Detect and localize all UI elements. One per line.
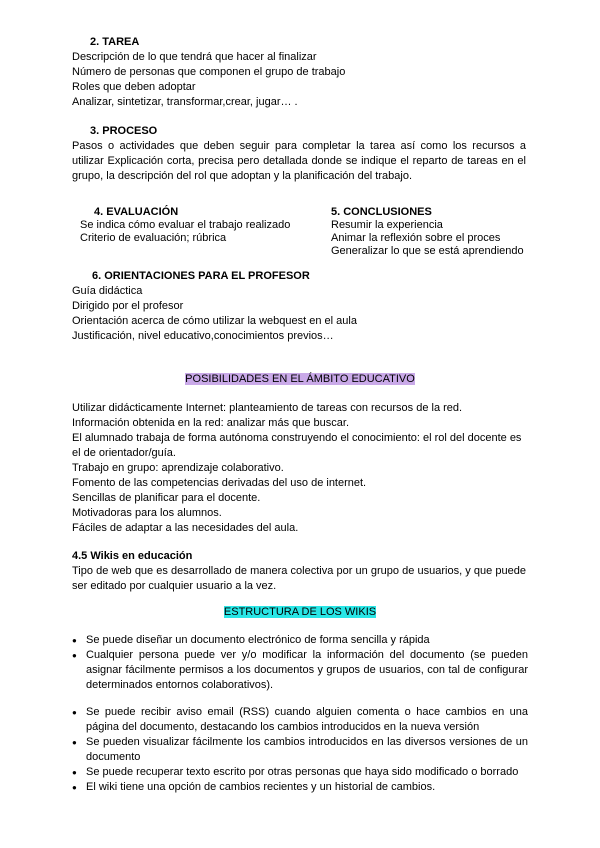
conclusiones-line: Resumir la experiencia — [331, 219, 443, 231]
orientaciones-heading: 6. ORIENTACIONES PARA EL PROFESOR — [92, 270, 310, 282]
estructura-list-b — [72, 705, 528, 795]
list-item: ● Se pueden visualizar fácilmente los cambios introducidos en las diversos versiones de un documento — [72, 735, 528, 765]
tarea-line: Roles que deben adoptar — [72, 81, 196, 93]
evaluacion-block — [80, 206, 291, 245]
tarea-line: Descripción de lo que tendrá que hacer al finalizar — [72, 51, 317, 63]
posibilidades-line: Información obtenida en la red: analizar más que buscar. — [72, 417, 349, 429]
conclusiones-heading: 5. CONCLUSIONES — [331, 206, 432, 218]
estructura-heading: ESTRUCTURA DE LOS WIKIS — [223, 606, 377, 618]
list-item: ● El wiki tiene una opción de cambios recientes y un historial de cambios. — [72, 780, 528, 795]
posibilidades-line: Trabajo en grupo: aprendizaje colaborativo. — [72, 462, 284, 474]
estructura-heading-row — [0, 605, 600, 620]
wikis-heading: 4.5 Wikis en educación — [72, 550, 193, 562]
proceso-heading: 3. PROCESO — [90, 125, 158, 137]
tarea-heading: 2. TAREA — [90, 36, 140, 48]
posibilidades-line: El alumnado trabaja de forma autónoma construyendo el conocimiento: el rol del docente es — [72, 432, 522, 444]
list-item: ● Se puede recibir aviso email (RSS) cuando alguien comenta o hace cambios en una página del documento, destacando los cambios introducidos en la nueva versión — [72, 705, 528, 735]
posibilidades-line: Motivadoras para los alumnos. — [72, 507, 222, 519]
conclusiones-block — [331, 206, 524, 258]
conclusiones-line: Animar la reflexión sobre el proces — [331, 232, 501, 244]
proceso-paragraph: Pasos o actividades que deben seguir para completar la tarea así como los recursos a utilizar Explicación corta, precisa pero detallada donde se indique el reparto de tareas en el grupo, la descripción del rol que adoptan y la planificación del trabajo. — [72, 140, 526, 182]
conclusiones-line: Generalizar lo que se está aprendiendo — [331, 245, 524, 257]
evaluacion-heading: 4. EVALUACIÓN — [94, 206, 179, 218]
posibilidades-line: Sencillas de planificar para el docente. — [72, 492, 261, 504]
list-item: ● Se puede recuperar texto escrito por otras personas que haya sido modificado o borrado — [72, 765, 528, 780]
posibilidades-line: Fomento de las competencias derivadas del uso de internet. — [72, 477, 367, 489]
orientaciones-line: Justificación, nivel educativo,conocimientos previos… — [72, 330, 334, 342]
tarea-line: Número de personas que componen el grupo de trabajo — [72, 66, 346, 78]
posibilidades-heading-row — [0, 372, 600, 387]
tarea-line: Analizar, sintetizar, transformar,crear, jugar… . — [72, 96, 298, 108]
posibilidades-line: el de orientador/guía. — [72, 447, 176, 459]
wikis-paragraph: Tipo de web que es desarrollado de manera colectiva por un grupo de usuarios, y que puede ser editado por cualquier usuario a la vez. — [72, 565, 526, 592]
estructura-list-a — [72, 633, 528, 693]
list-item: ● Cualquier persona puede ver y/o modificar la información del documento (se pueden asignar fácilmente permisos a los documentos y grupos de usuarios, con tal de configurar determinados entornos colaborativos). — [72, 648, 528, 693]
orientaciones-line: Guía didáctica — [72, 285, 143, 297]
posibilidades-line: Fáciles de adaptar a las necesidades del aula. — [72, 522, 299, 534]
evaluacion-line: Se indica cómo evaluar el trabajo realizado — [80, 219, 291, 231]
orientaciones-line: Orientación acerca de cómo utilizar la webquest en el aula — [72, 315, 357, 327]
orientaciones-line: Dirigido por el profesor — [72, 300, 184, 312]
evaluacion-line: Criterio de evaluación; rúbrica — [80, 232, 227, 244]
posibilidades-line: Utilizar didácticamente Internet: planteamiento de tareas con recursos de la red. — [72, 402, 463, 414]
list-item: ● Se puede diseñar un documento electrónico de forma sencilla y rápida — [72, 633, 528, 648]
posibilidades-heading: POSIBILIDADES EN EL ÁMBITO EDUCATIVO — [185, 373, 415, 385]
